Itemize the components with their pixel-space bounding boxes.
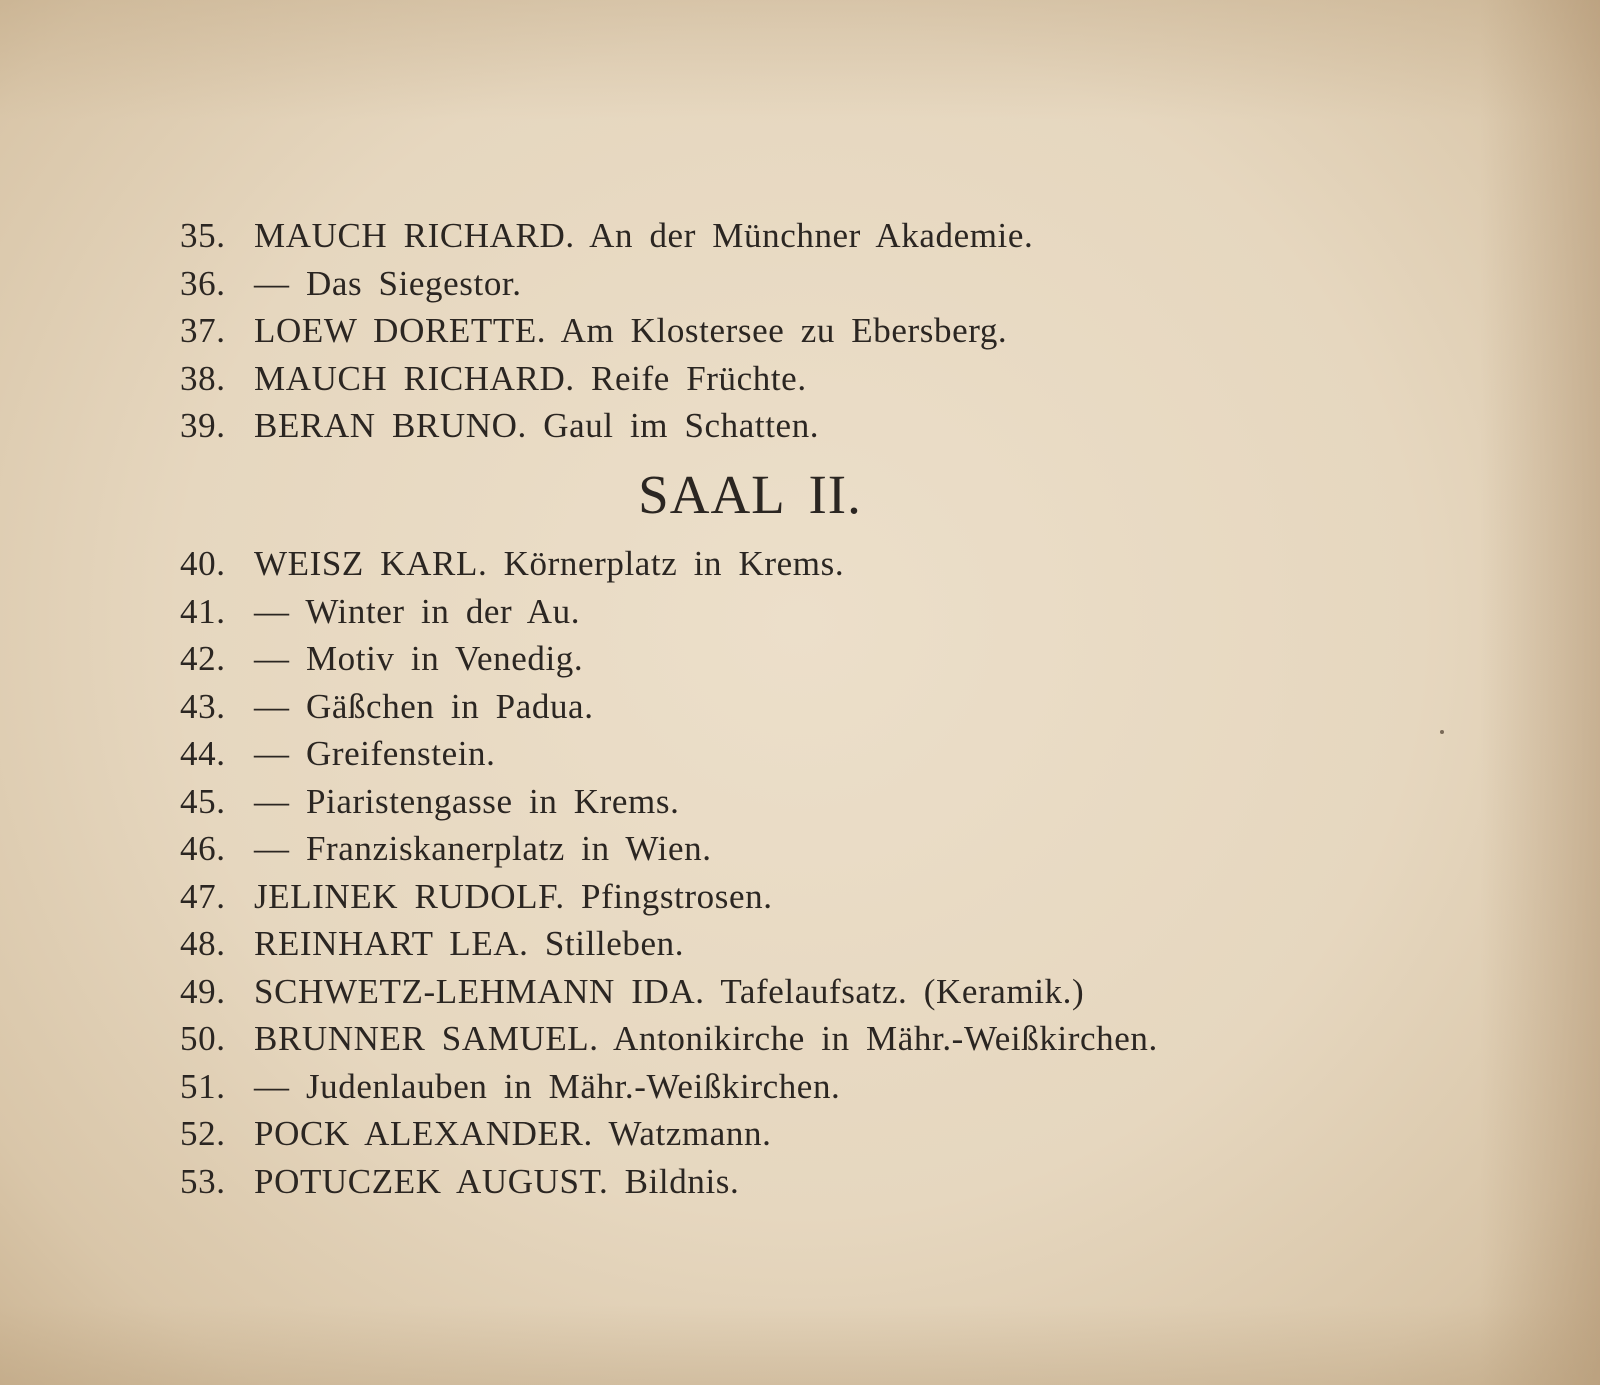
entry-number: 50. <box>180 1019 226 1058</box>
entry-text: — Gäßchen in Padua. <box>254 686 594 726</box>
catalogue-entry <box>180 307 1033 355</box>
entry-text: BRUNNER SAMUEL. Antonikirche in Mähr.-Weißkirchen. <box>254 1019 1158 1058</box>
entry-text: — Winter in der Au. <box>254 591 581 631</box>
entry-text: — Piaristengasse in Krems. <box>254 781 680 821</box>
catalogue-entry <box>180 778 1158 826</box>
catalogue-entry <box>180 588 1158 636</box>
entry-number: 45. <box>180 781 226 821</box>
entry-text: — Das Siegestor. <box>254 263 522 303</box>
entry-number: 53. <box>180 1161 226 1201</box>
paper-shadow-top <box>0 0 1600 120</box>
catalogue-entry <box>180 825 1158 873</box>
entry-text: POCK ALEXANDER. Watzmann. <box>254 1114 772 1153</box>
entry-text: LOEW DORETTE. Am Klostersee zu Ebersberg. <box>254 311 1008 350</box>
entry-number: 35. <box>180 216 226 255</box>
catalogue-entry <box>180 635 1158 683</box>
entry-number: 38. <box>180 358 226 398</box>
paper-shadow-right <box>1480 0 1600 1385</box>
entry-text: MAUCH RICHARD. An der Münchner Akademie. <box>254 216 1034 255</box>
entry-number: 36. <box>180 263 226 303</box>
entry-number: 40. <box>180 544 226 583</box>
entry-number: 47. <box>180 876 226 916</box>
catalogue-entry <box>180 683 1158 731</box>
entry-text: — Franziskanerplatz in Wien. <box>254 829 712 868</box>
entry-number: 44. <box>180 734 226 773</box>
entry-list-after <box>180 540 1158 1205</box>
entry-number: 49. <box>180 971 226 1011</box>
catalogue-entry <box>180 873 1158 921</box>
catalogue-entry <box>180 968 1158 1016</box>
entry-list-before <box>180 212 1033 450</box>
entry-text: JELINEK RUDOLF. Pfingstrosen. <box>254 876 773 916</box>
entry-number: 52. <box>180 1114 226 1153</box>
entry-number: 37. <box>180 311 226 350</box>
catalogue-entry <box>180 402 1033 450</box>
catalogue-entry <box>180 212 1033 260</box>
catalogue-entry <box>180 920 1158 968</box>
entry-text: MAUCH RICHARD. Reife Früchte. <box>254 358 807 398</box>
entry-number: 42. <box>180 639 226 678</box>
entry-number: 51. <box>180 1066 226 1106</box>
room-heading: SAAL II. <box>638 464 862 525</box>
entry-number: 39. <box>180 406 226 445</box>
entry-number: 46. <box>180 829 226 868</box>
entry-text: — Judenlauben in Mähr.-Weißkirchen. <box>254 1066 841 1106</box>
entry-text: WEISZ KARL. Körnerplatz in Krems. <box>254 544 845 583</box>
entry-text: — Greifenstein. <box>254 734 496 773</box>
catalogue-entry <box>180 1110 1158 1158</box>
entry-number: 48. <box>180 924 226 963</box>
entry-text: REINHART LEA. Stilleben. <box>254 924 685 963</box>
paper-speck <box>1440 730 1444 734</box>
entry-text: BERAN BRUNO. Gaul im Schatten. <box>254 406 820 445</box>
entry-number: 41. <box>180 591 226 631</box>
entry-text: SCHWETZ-LEHMANN IDA. Tafelaufsatz. (Keramik.) <box>254 971 1085 1011</box>
catalogue-entry <box>180 260 1033 308</box>
entry-text: — Motiv in Venedig. <box>254 639 584 678</box>
catalogue-entry <box>180 355 1033 403</box>
catalogue-entry <box>180 1158 1158 1206</box>
entry-number: 43. <box>180 686 226 726</box>
paper-shadow-bottom <box>0 1305 1600 1385</box>
catalogue-entry <box>180 540 1158 588</box>
catalogue-entry <box>180 730 1158 778</box>
entry-text: POTUCZEK AUGUST. Bildnis. <box>254 1161 740 1201</box>
catalogue-entry <box>180 1015 1158 1063</box>
catalogue-entry <box>180 1063 1158 1111</box>
